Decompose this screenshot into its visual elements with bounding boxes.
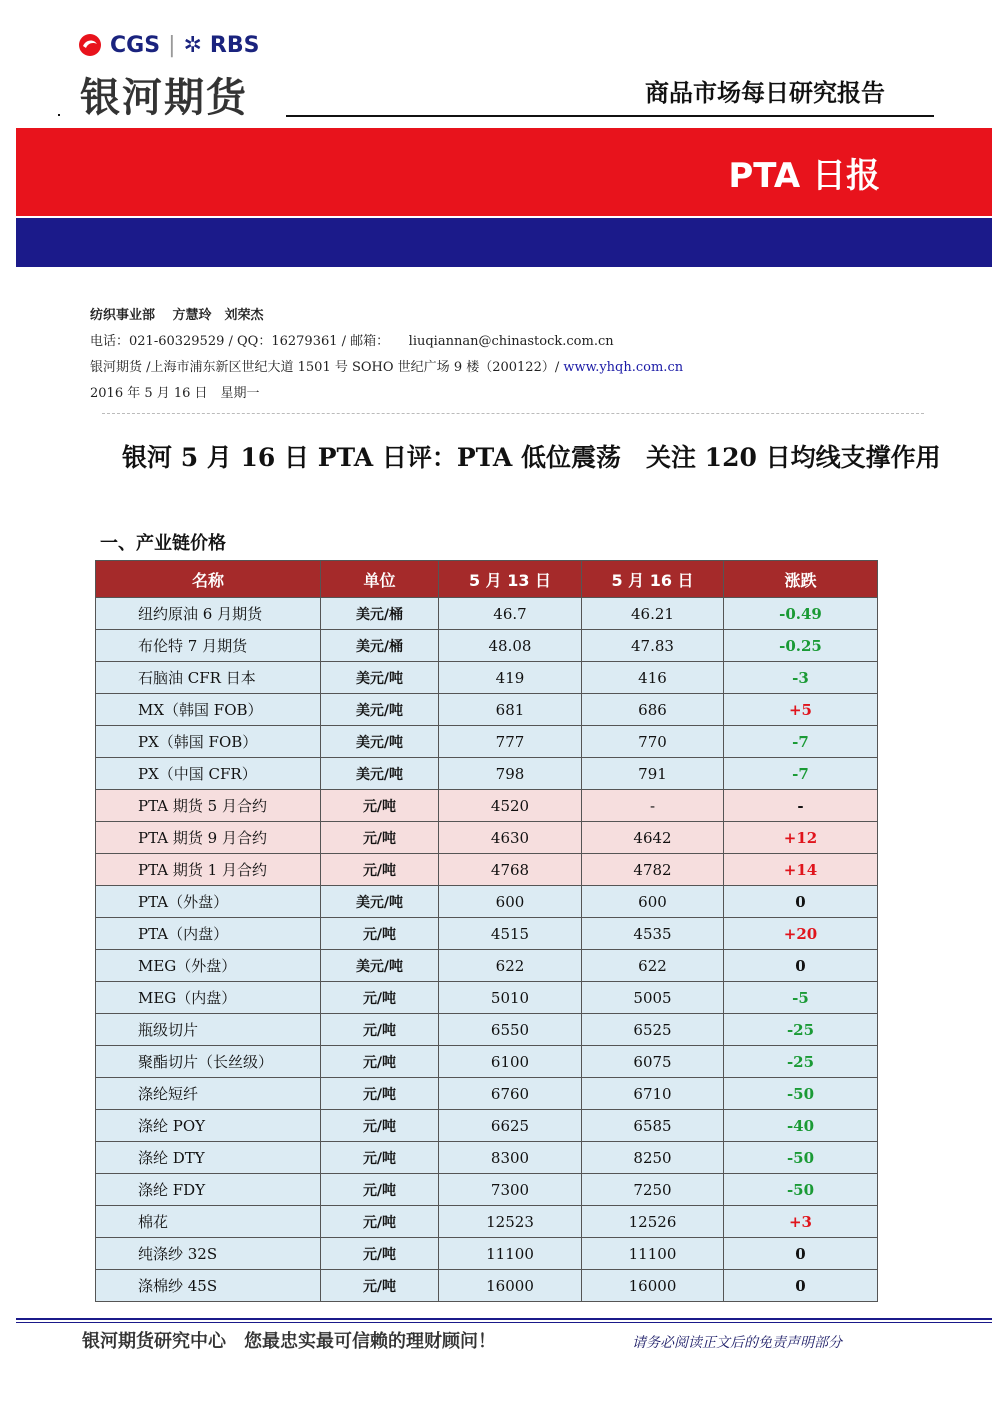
cell-name: PTA（外盘）: [96, 886, 321, 918]
cell-value-may16: 622: [582, 950, 724, 982]
cell-value-may16: 16000: [582, 1270, 724, 1302]
header-date-2: 5 月 16 日: [582, 561, 724, 598]
cell-name: 涤纶短纤: [96, 1078, 321, 1110]
footer-rule-thin: [16, 1322, 992, 1323]
cell-unit: 美元/吨: [321, 694, 439, 726]
cell-unit: 元/吨: [321, 1046, 439, 1078]
cell-value-may16: 12526: [582, 1206, 724, 1238]
table-row: [96, 662, 878, 694]
cell-name: 涤纶 POY: [96, 1110, 321, 1142]
cell-name: PTA（内盘）: [96, 918, 321, 950]
report-headline: 银河 5 月 16 日 PTA 日评：PTA 低位震荡 关注 120 日均线支撑作用: [122, 443, 941, 472]
cell-value-may13: 5010: [439, 982, 582, 1014]
cell-value-may16: 7250: [582, 1174, 724, 1206]
cell-value-may13: 8300: [439, 1142, 582, 1174]
table-row: [96, 1270, 878, 1302]
cell-change: -0.25: [724, 630, 878, 662]
cell-value-may16: 8250: [582, 1142, 724, 1174]
cell-change: -25: [724, 1014, 878, 1046]
table-row: [96, 1046, 878, 1078]
table-header-row: [96, 561, 878, 598]
table-row: [96, 950, 878, 982]
cell-value-may13: 46.7: [439, 598, 582, 630]
cell-value-may16: 46.21: [582, 598, 724, 630]
cell-unit: 美元/吨: [321, 662, 439, 694]
cell-change: -5: [724, 982, 878, 1014]
cell-value-may13: 4630: [439, 822, 582, 854]
author-address-line: [90, 356, 683, 375]
cell-value-may16: 4782: [582, 854, 724, 886]
cell-value-may16: 6075: [582, 1046, 724, 1078]
rbs-star-icon: ✲: [183, 32, 202, 58]
logo-chinese-name: 银河期货: [80, 75, 248, 121]
cell-value-may16: 5005: [582, 982, 724, 1014]
band-title: PTA 日报: [728, 156, 880, 196]
cell-change: 0: [724, 1238, 878, 1270]
cell-name: MX（韩国 FOB）: [96, 694, 321, 726]
report-date: 2016 年 5 月 16 日 星期一: [90, 386, 260, 401]
author-dept-line: 纺织事业部 方慧玲 刘荣杰: [90, 308, 264, 323]
cell-value-may13: 777: [439, 726, 582, 758]
cell-change: -3: [724, 662, 878, 694]
cell-change: -40: [724, 1110, 878, 1142]
cell-unit: 元/吨: [321, 1270, 439, 1302]
company-logo-top: [78, 30, 259, 60]
cell-unit: 元/吨: [321, 1174, 439, 1206]
table-row: [96, 854, 878, 886]
cell-change: -7: [724, 758, 878, 790]
cell-value-may13: 681: [439, 694, 582, 726]
cell-unit: 元/吨: [321, 1078, 439, 1110]
cell-value-may13: 6760: [439, 1078, 582, 1110]
cell-value-may16: 6525: [582, 1014, 724, 1046]
table-row: [96, 1078, 878, 1110]
cell-change: -50: [724, 1078, 878, 1110]
cell-unit: 元/吨: [321, 918, 439, 950]
cell-value-may13: 6550: [439, 1014, 582, 1046]
table-row: [96, 598, 878, 630]
cell-value-may13: 419: [439, 662, 582, 694]
website-link[interactable]: www.yhqh.com.cn: [563, 360, 684, 375]
cell-unit: 美元/桶: [321, 598, 439, 630]
table-row: [96, 694, 878, 726]
cell-change: +14: [724, 854, 878, 886]
cell-name: 布伦特 7 月期货: [96, 630, 321, 662]
cell-value-may16: 47.83: [582, 630, 724, 662]
table-row: [96, 982, 878, 1014]
cell-value-may16: 6710: [582, 1078, 724, 1110]
footer-disclaimer-note: 请务必阅读正文后的免责声明部分: [632, 1335, 842, 1351]
table-row: [96, 1142, 878, 1174]
contact-email[interactable]: liuqiannan@chinastock.com.cn: [408, 334, 614, 349]
cell-value-may13: 12523: [439, 1206, 582, 1238]
cell-value-may13: 6625: [439, 1110, 582, 1142]
cell-change: -7: [724, 726, 878, 758]
cell-value-may16: 11100: [582, 1238, 724, 1270]
table-row: [96, 1206, 878, 1238]
cell-unit: 元/吨: [321, 854, 439, 886]
logo-cgs-text: CGS: [110, 32, 161, 58]
cell-value-may13: 11100: [439, 1238, 582, 1270]
cell-value-may13: 6100: [439, 1046, 582, 1078]
cell-unit: 美元/吨: [321, 886, 439, 918]
cell-change: -25: [724, 1046, 878, 1078]
cell-change: 0: [724, 950, 878, 982]
table-row: [96, 1174, 878, 1206]
cell-name: 涤棉纱 45S: [96, 1270, 321, 1302]
cell-name: PTA 期货 5 月合约: [96, 790, 321, 822]
table-row: [96, 790, 878, 822]
cell-value-may16: 416: [582, 662, 724, 694]
cell-change: -0.49: [724, 598, 878, 630]
cell-name: 纽约原油 6 月期货: [96, 598, 321, 630]
cell-change: +20: [724, 918, 878, 950]
dashed-divider: [102, 413, 924, 414]
cell-change: 0: [724, 886, 878, 918]
cell-value-may13: 4768: [439, 854, 582, 886]
table-row: [96, 886, 878, 918]
logo-separator: |: [168, 32, 176, 58]
contact-prefix: 电话：021-60329529 / QQ：16279361 / 邮箱：: [90, 334, 409, 349]
cell-change: +3: [724, 1206, 878, 1238]
table-row: [96, 1014, 878, 1046]
header-unit: 单位: [321, 561, 439, 598]
cell-value-may16: 791: [582, 758, 724, 790]
cell-name: PTA 期货 9 月合约: [96, 822, 321, 854]
table-row: [96, 1110, 878, 1142]
cell-name: 涤纶 FDY: [96, 1174, 321, 1206]
cell-unit: 元/吨: [321, 790, 439, 822]
cgs-swirl-icon: [78, 33, 102, 57]
cell-value-may13: 798: [439, 758, 582, 790]
cell-change: -: [724, 790, 878, 822]
cell-value-may13: 4515: [439, 918, 582, 950]
cell-value-may13: 600: [439, 886, 582, 918]
address-text: 银河期货 /上海市浦东新区世纪大道 1501 号 SOHO 世纪广场 9 楼（200122）/: [90, 360, 564, 375]
cell-value-may13: 4520: [439, 790, 582, 822]
cell-unit: 美元/吨: [321, 950, 439, 982]
table-row: [96, 918, 878, 950]
cell-name: 棉花: [96, 1206, 321, 1238]
cell-unit: 元/吨: [321, 1206, 439, 1238]
cell-unit: 元/吨: [321, 1014, 439, 1046]
cell-unit: 元/吨: [321, 822, 439, 854]
table-row: [96, 822, 878, 854]
header-rule: [286, 115, 934, 117]
cell-value-may16: 770: [582, 726, 724, 758]
cell-change: +5: [724, 694, 878, 726]
table-row: [96, 726, 878, 758]
cell-value-may13: 48.08: [439, 630, 582, 662]
table-row: [96, 758, 878, 790]
table-row: [96, 1238, 878, 1270]
cell-unit: 元/吨: [321, 1110, 439, 1142]
cell-name: 涤纶 DTY: [96, 1142, 321, 1174]
cell-value-may13: 7300: [439, 1174, 582, 1206]
header-name: 名称: [96, 561, 321, 598]
cell-unit: 元/吨: [321, 982, 439, 1014]
cell-name: MEG（外盘）: [96, 950, 321, 982]
cell-value-may13: 16000: [439, 1270, 582, 1302]
cell-change: -50: [724, 1174, 878, 1206]
footer-rule-thick: [16, 1318, 992, 1320]
cell-name: 石脑油 CFR 日本: [96, 662, 321, 694]
cell-unit: 元/吨: [321, 1238, 439, 1270]
cell-unit: 美元/吨: [321, 726, 439, 758]
cell-value-may16: 686: [582, 694, 724, 726]
table-row: [96, 630, 878, 662]
cell-change: -50: [724, 1142, 878, 1174]
cell-unit: 美元/吨: [321, 758, 439, 790]
cell-value-may16: 4535: [582, 918, 724, 950]
cell-change: 0: [724, 1270, 878, 1302]
header-date-1: 5 月 13 日: [439, 561, 582, 598]
cell-name: 聚酯切片（长丝级）: [96, 1046, 321, 1078]
cell-name: PTA 期货 1 月合约: [96, 854, 321, 886]
logo-rbs-text: RBS: [209, 32, 260, 58]
margin-dot: [58, 114, 60, 116]
industry-chain-price-table: [95, 560, 878, 1302]
cell-value-may16: 600: [582, 886, 724, 918]
title-band-blue: [16, 218, 992, 267]
section-title: 一、产业链价格: [100, 533, 226, 554]
cell-change: +12: [724, 822, 878, 854]
cell-value-may16: 6585: [582, 1110, 724, 1142]
table-body: [96, 598, 878, 1302]
cell-value-may16: 4642: [582, 822, 724, 854]
cell-name: 纯涤纱 32S: [96, 1238, 321, 1270]
cell-unit: 元/吨: [321, 1142, 439, 1174]
cell-name: 瓶级切片: [96, 1014, 321, 1046]
report-title: 商品市场每日研究报告: [645, 79, 885, 107]
cell-value-may16: -: [582, 790, 724, 822]
author-contact-line: [90, 330, 614, 349]
cell-unit: 美元/桶: [321, 630, 439, 662]
header-change: 涨跌: [724, 561, 878, 598]
cell-name: PX（中国 CFR）: [96, 758, 321, 790]
footer-slogan: 银河期货研究中心 您最忠实最可信赖的理财顾问！: [82, 1331, 496, 1352]
cell-name: MEG（内盘）: [96, 982, 321, 1014]
cell-value-may13: 622: [439, 950, 582, 982]
cell-name: PX（韩国 FOB）: [96, 726, 321, 758]
